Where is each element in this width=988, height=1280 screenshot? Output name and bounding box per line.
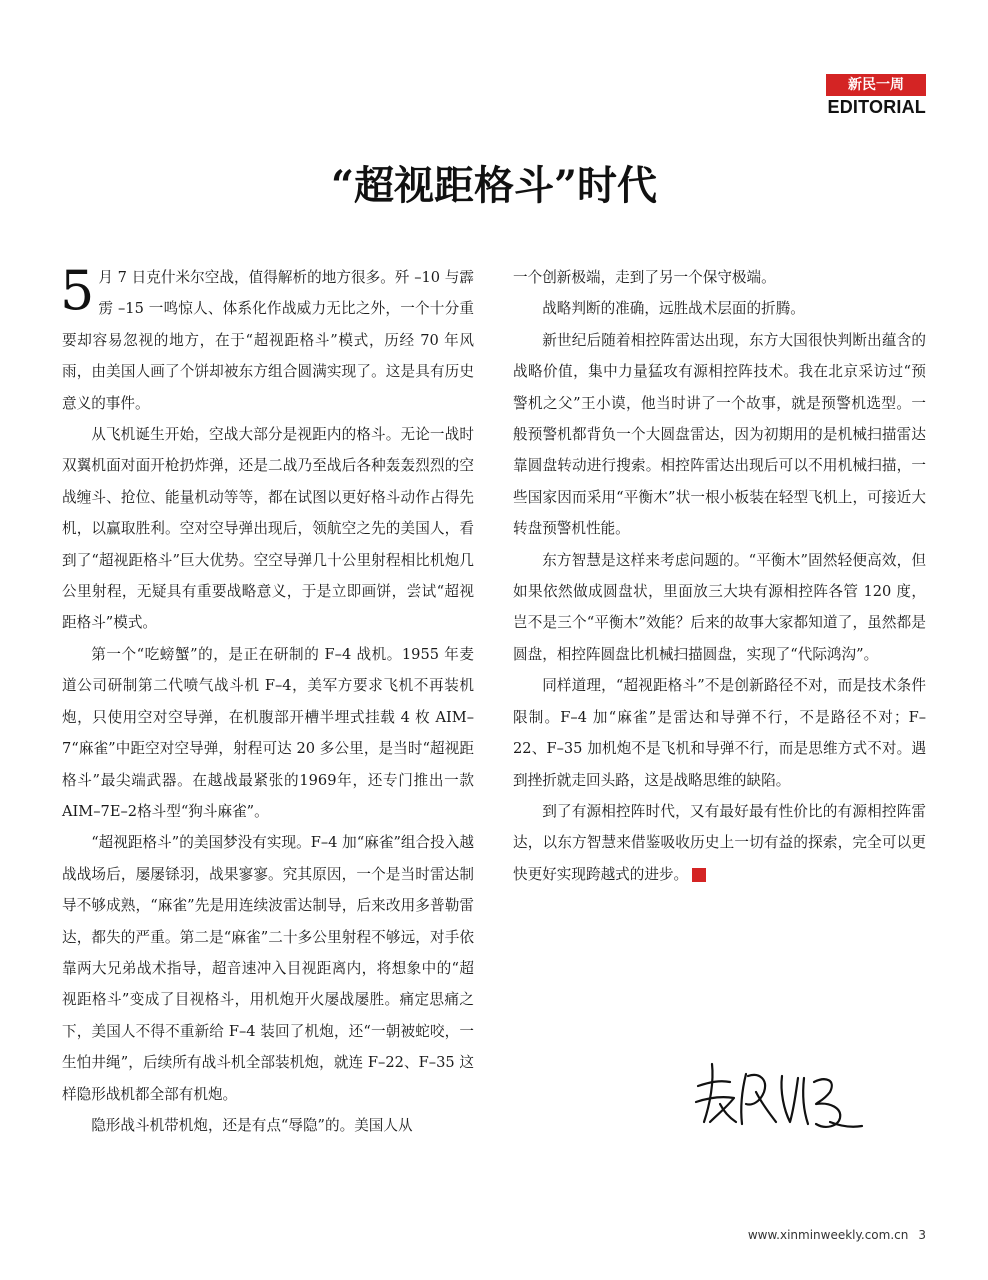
paragraph-text: 到了有源相控阵时代，又有最好最有性价比的有源相控阵雷达，以东方智慧来借鉴吸收历史上一切有益的探索，完全可以更快更好实现跨越式的进步。: [513, 802, 926, 883]
masthead-badge: [820, 74, 926, 118]
paragraph-text: 月 7 日克什米尔空战，值得解析的地方很多。歼 –10 与霹雳 –15 一鸣惊人、体系化作战威力无比之外，一个十分重要却容易忽视的地方，在于“超视距格斗”模式，历经 70 年风雨，由美国人画了个饼却被东方组合圆满实现了。这是具有历史意义的事件。: [62, 269, 474, 412]
paragraph: 隐形战斗机带机炮，还是有点“辱隐”的。美国人从: [91, 1116, 413, 1134]
drop-cap: 5: [60, 259, 95, 322]
paragraph: 战略判断的准确，远胜战术层面的折腾。: [542, 300, 805, 318]
paragraph: 第一个“吃螃蟹”的，是正在研制的 F–4 战机。1955 年麦道公司研制第二代喷气战斗机 F–4，美军方要求飞机不再装机炮，只使用空对空导弹，在机腹部开槽半埋式挂载 4 枚 AIM–7“麻雀”中距空对空导弹，射程可达 20 多公里，是当时“超视距格斗”最尖端武器。在越战最紧张的1969年，还专门推出一款AIM–7E–2格斗型“狗斗麻雀”。: [62, 645, 474, 820]
paragraph: 新世纪后随着相控阵雷达出现，东方大国很快判断出蕴含的战略价值，集中力量猛攻有源相控阵技术。我在北京采访过“预警机之父”王小谟，他当时讲了一个故事，就是预警机选型。一般预警机都背负一个大圆盘雷达，因为初期用的是机械扫描雷达靠圆盘转动进行搜索。相控阵雷达出现后可以不用机械扫描，一些国家因而采用“平衡木”状一根小板装在轻型飞机上，可接近大转盘预警机性能。: [513, 331, 926, 538]
right-column: [513, 262, 926, 890]
paragraph: 东方智慧是这样来考虑问题的。“平衡木”固然轻便高效，但如果依然做成圆盘状，里面放三大块有源相控阵各管 120 度，岂不是三个“平衡木”效能？后来的故事大家都知道了，虽然都是圆盘，相控阵圆盘比机械扫描圆盘，实现了“代际鸿沟”。: [513, 551, 926, 663]
page-number: 3: [918, 1228, 926, 1242]
end-mark-icon: 民: [692, 868, 706, 882]
page-footer: [748, 1228, 926, 1242]
paragraph: 同样道理，“超视距格斗”不是创新路径不对，而是技术条件限制。F–4 加“麻雀”是雷达和导弹不行，不是路径不对；F–22、F–35 加机炮不是飞机和导弹不行，而是思维方式不对。遇到挫折就走回头路，这是战略思维的缺陷。: [513, 677, 926, 789]
paragraph: [60, 259, 474, 419]
paragraph: 从飞机诞生开始，空战大部分是视距内的格斗。无论一战时双翼机面对面开枪扔炸弹，还是二战乃至战后各种轰轰烈烈的空战缠斗、抢位、能量机动等等，都在试图以更好格斗动作占得先机，以赢取胜利。空对空导弹出现后，领航空之先的美国人，看到了“超视距格斗”巨大优势。空空导弹几十公里射程相比机炮几公里射程，无疑具有重要战略意义，于是立即画饼，尝试“超视距格斗”模式。: [62, 426, 474, 632]
author-signature: [690, 1052, 870, 1142]
website-url: www.xinminweekly.com.cn: [747, 1228, 909, 1242]
brand-en: EDITORIAL: [827, 97, 926, 117]
left-column: [60, 259, 474, 1141]
paragraph: 一个创新极端，走到了另一个保守极端。: [513, 269, 776, 286]
brand-cn: 新民一周: [826, 74, 926, 96]
paragraph: “超视距格斗”的美国梦没有实现。F–4 加“麻雀”组合投入越战战场后，屡屡铩羽，战果寥寥。究其原因，一个是当时雷达制导不够成熟，“麻雀”先是用连续波雷达制导，后来改用多普勒雷达，都失的严重。第二是“麻雀”二十多公里射程不够远，对手依靠两大兄弟战术指导，超音速冲入目视距离内，将想象中的“超视距格斗”变成了目视格斗，用机炮开火屡战屡胜。痛定思痛之下，美国人不得不重新给 F–4 装回了机炮，还“一朝被蛇咬，一生怕井绳”，后续所有战斗机全部装机炮，就连 F–22、F–35 这样隐形战机都全部有机炮。: [62, 834, 474, 1103]
article-title: “超视距格斗”时代: [330, 162, 657, 209]
paragraph: [513, 796, 926, 890]
